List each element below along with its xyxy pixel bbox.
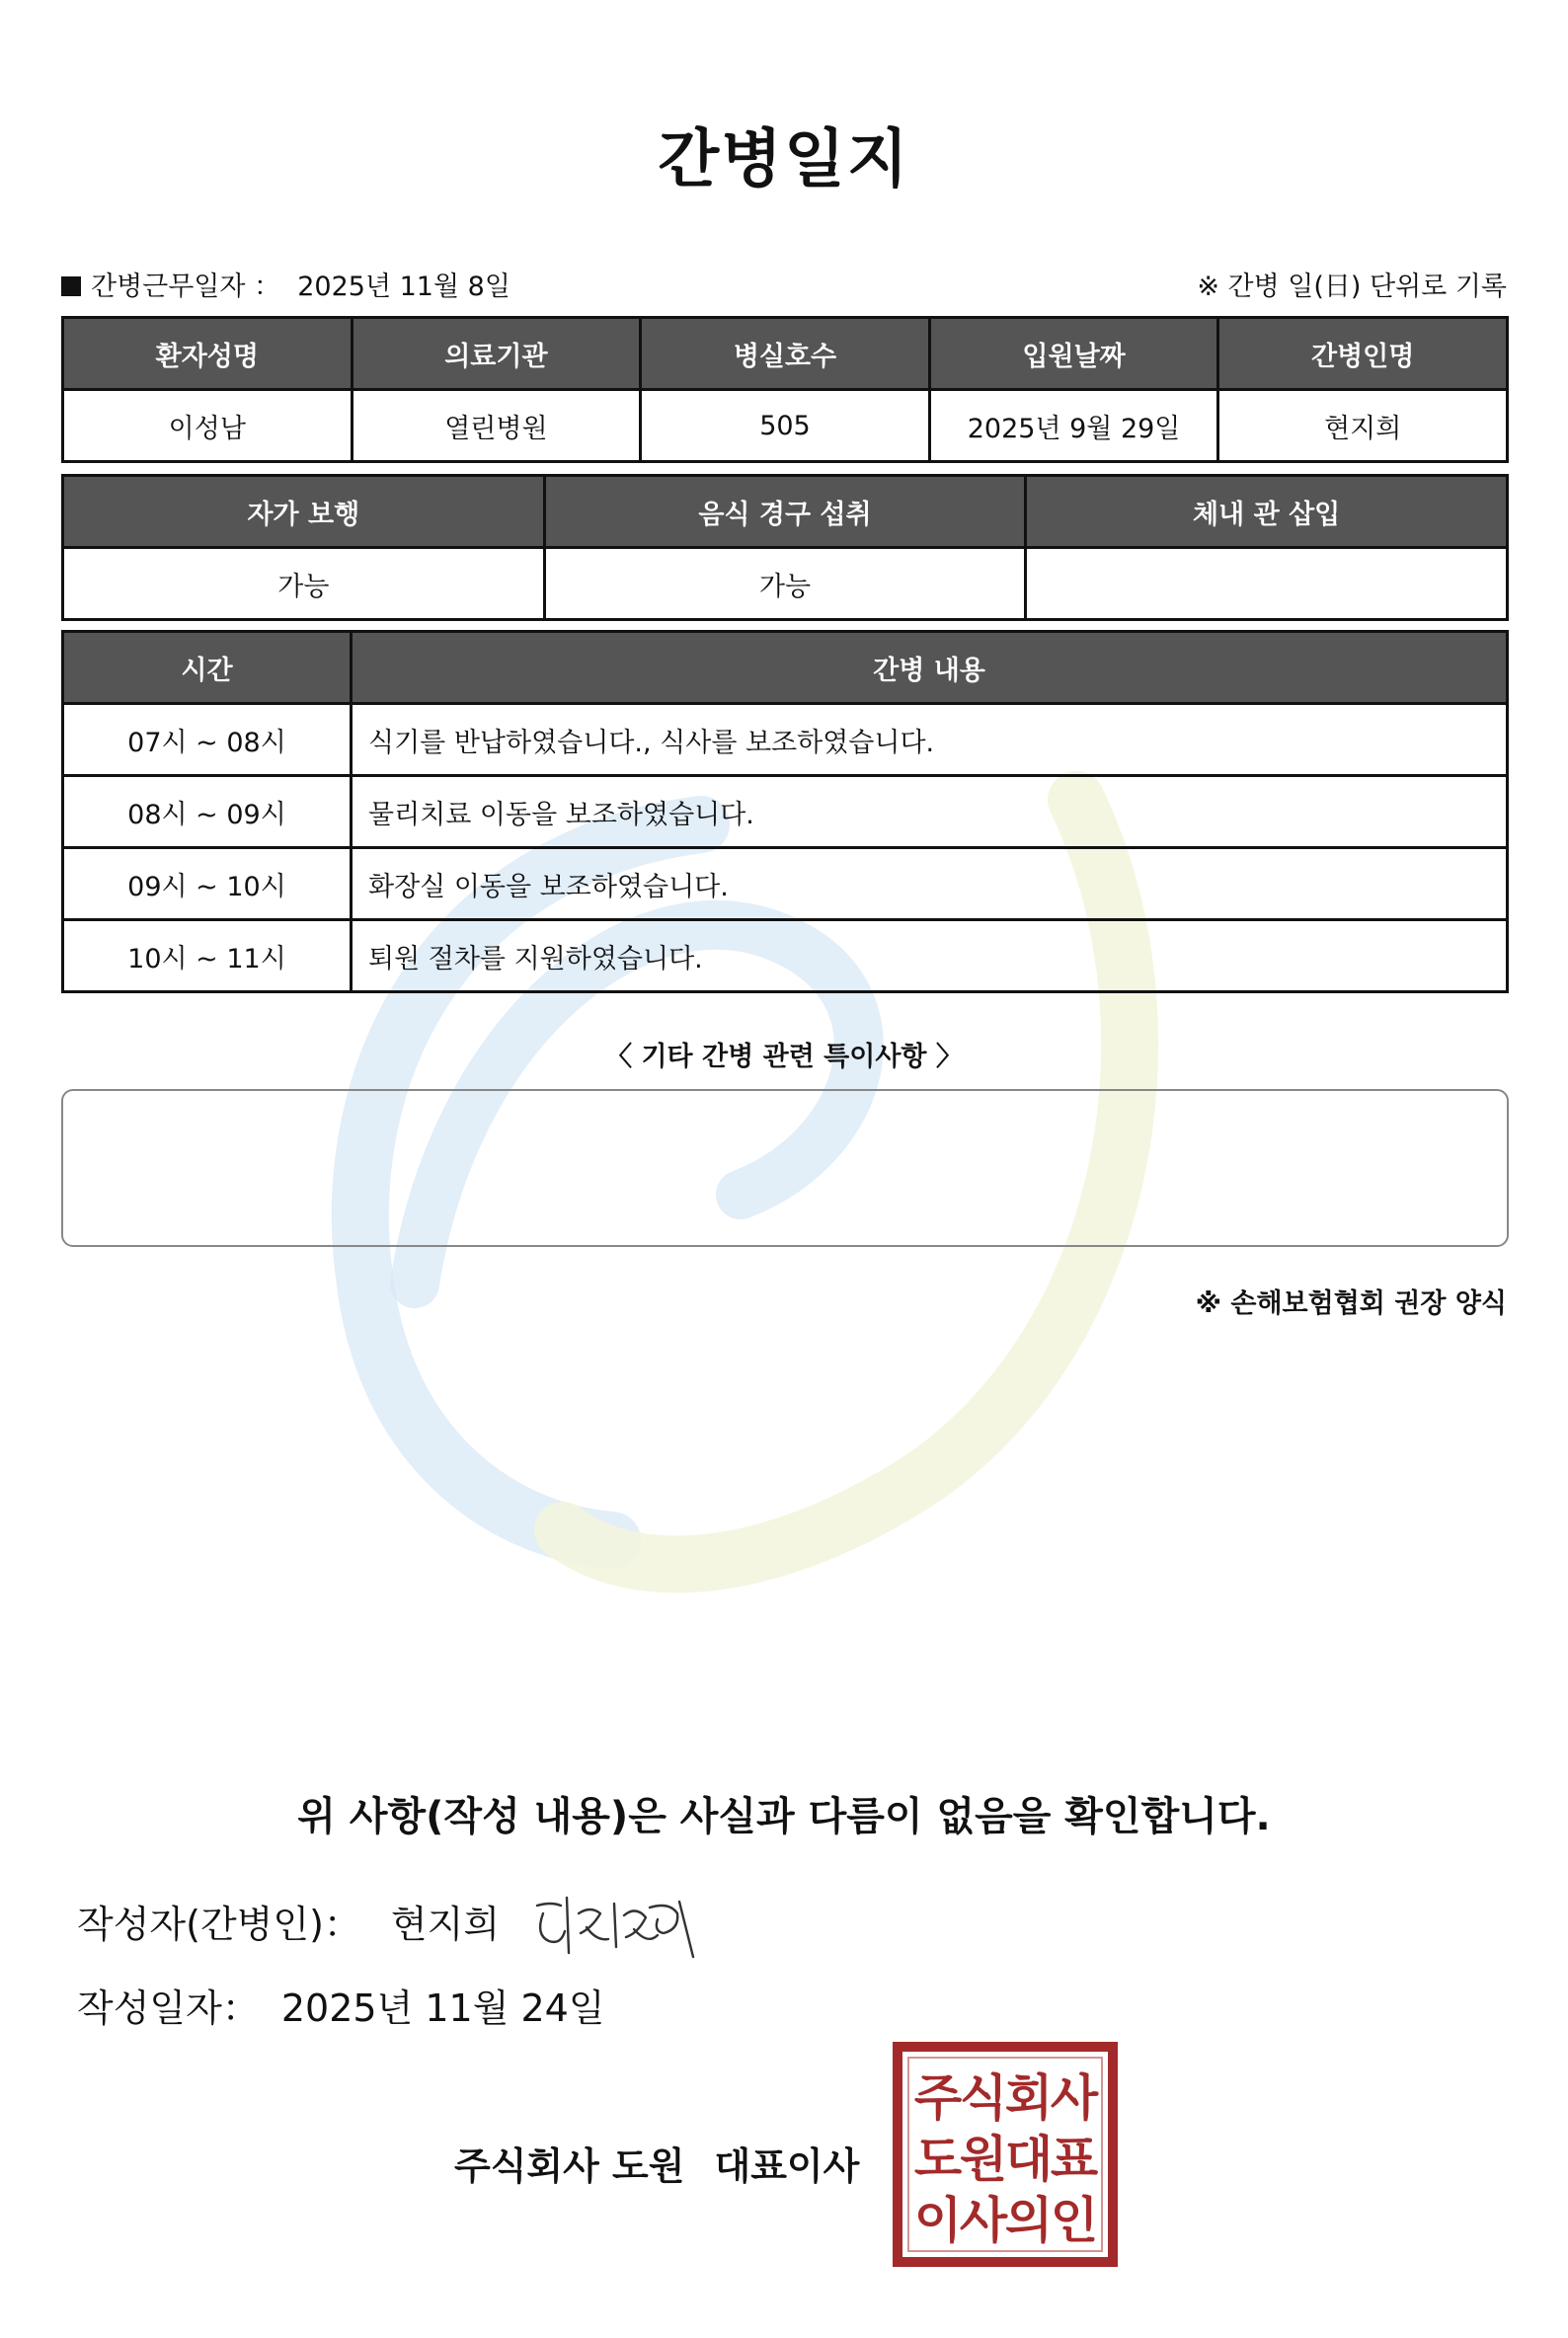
- author-name: 현지희: [390, 1903, 501, 1946]
- written-date-value: 2025년 11월 24일: [280, 1987, 605, 2030]
- hospital: 열린병원: [352, 390, 641, 462]
- work-date: [61, 265, 510, 303]
- square-bullet-icon: [61, 276, 81, 296]
- log-time: 09시 ~ 10시: [63, 848, 352, 920]
- table-row: [63, 390, 1508, 462]
- log-content: 식기를 반납하였습니다., 식사를 보조하였습니다.: [352, 704, 1508, 776]
- written-date: [77, 1978, 605, 2032]
- svg-text:주: 주: [913, 2069, 963, 2127]
- company-name: 주식회사 도원: [454, 2144, 685, 2188]
- table-header-row: [63, 476, 1508, 548]
- svg-text:이: 이: [913, 2192, 963, 2249]
- handwritten-signature: [531, 1884, 699, 1963]
- header-time: 시간: [63, 632, 352, 704]
- work-date-value: 2025년 11월 8일: [297, 272, 510, 302]
- oral-intake: 가능: [544, 548, 1026, 620]
- company-seal-stamp: [893, 2042, 1118, 2267]
- header-caregiver-name: 간병인명: [1218, 318, 1508, 390]
- svg-text:회: 회: [1004, 2069, 1054, 2127]
- svg-text:원: 원: [959, 2131, 1008, 2188]
- company-signature-line: [454, 2136, 859, 2190]
- work-date-label: 간병근무일자 ：: [91, 272, 281, 302]
- tube-insertion: [1026, 548, 1508, 620]
- table-header-row: [63, 632, 1508, 704]
- header-self-walking: 자가 보행: [63, 476, 545, 548]
- special-notes-box: [61, 1089, 1509, 1247]
- care-log-table: [61, 630, 1509, 993]
- log-time: 07시 ~ 08시: [63, 704, 352, 776]
- header-tube-insertion: 체내 관 삽입: [1026, 476, 1508, 548]
- svg-text:도: 도: [913, 2131, 963, 2188]
- unit-note: ※ 간병 일(日) 단위로 기록: [1197, 272, 1507, 302]
- recommendation-note: ※ 손해보험협회 권장 양식: [1195, 1288, 1507, 1319]
- table-row: [63, 848, 1508, 920]
- author-label: 작성자(간병인)：: [77, 1903, 361, 1946]
- caregiver-name: 현지희: [1218, 390, 1508, 462]
- table-row: [63, 548, 1508, 620]
- self-walking: 가능: [63, 548, 545, 620]
- svg-text:사: 사: [959, 2192, 1008, 2249]
- special-notes-title: 〈 기타 간병 관련 특이사항 〉: [605, 1042, 963, 1072]
- admission-date: 2025년 9월 29일: [929, 390, 1218, 462]
- table-header-row: [63, 318, 1508, 390]
- svg-text:표: 표: [1050, 2131, 1099, 2188]
- patient-info-table: [61, 316, 1509, 463]
- log-content: 물리치료 이동을 보조하였습니다.: [352, 776, 1508, 848]
- header-room-number: 병실호수: [641, 318, 930, 390]
- document-title: 간병일지: [658, 123, 910, 196]
- svg-text:사: 사: [1050, 2069, 1099, 2127]
- svg-text:의: 의: [1004, 2192, 1054, 2249]
- log-time: 08시 ~ 09시: [63, 776, 352, 848]
- header-hospital: 의료기관: [352, 318, 641, 390]
- table-row: [63, 704, 1508, 776]
- header-care-content: 간병 내용: [352, 632, 1508, 704]
- header-admission-date: 입원날짜: [929, 318, 1218, 390]
- written-date-label: 작성일자：: [77, 1987, 260, 2030]
- room-number: 505: [641, 390, 930, 462]
- table-row: [63, 776, 1508, 848]
- patient-name: 이성남: [63, 390, 353, 462]
- svg-text:식: 식: [959, 2069, 1008, 2127]
- log-time: 10시 ~ 11시: [63, 920, 352, 992]
- table-row: [63, 920, 1508, 992]
- author-line: [77, 1894, 500, 1948]
- representative-title: 대표이사: [714, 2144, 860, 2188]
- header-patient-name: 환자성명: [63, 318, 353, 390]
- svg-text:대: 대: [1004, 2131, 1054, 2188]
- confirmation-statement: 위 사항(작성 내용)은 사실과 다름이 없음을 확인합니다.: [297, 1794, 1271, 1839]
- patient-condition-table: [61, 474, 1509, 621]
- svg-text:인: 인: [1050, 2192, 1099, 2249]
- header-oral-intake: 음식 경구 섭취: [544, 476, 1026, 548]
- log-content: 퇴원 절차를 지원하였습니다.: [352, 920, 1508, 992]
- log-content: 화장실 이동을 보조하였습니다.: [352, 848, 1508, 920]
